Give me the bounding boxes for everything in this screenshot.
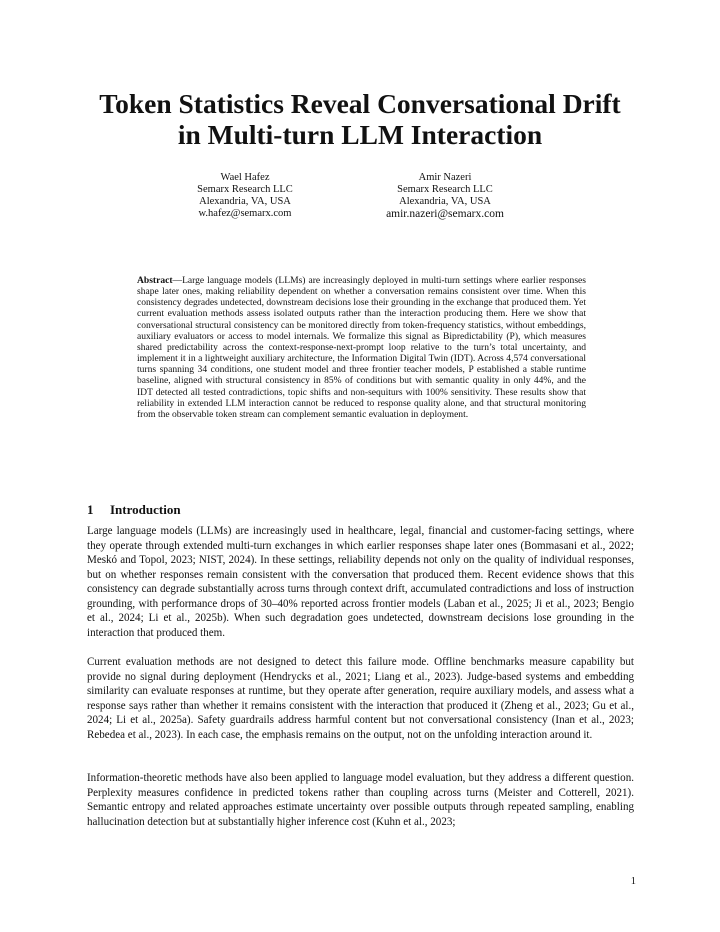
- intro-paragraph-3: Information-theoretic methods have also been applied to language model evaluation, but they address a different question. Perplexity measures confidence in predicted tokens rather than coupling across turns (Meister and Cotterell, 2021). Semantic entropy and related approaches estimate uncertainty over possible outputs through repeated sampling, enabling hallucination detection but at substantially higher inference cost (Kuhn et al., 2023;: [87, 772, 634, 828]
- page-number: 1: [630, 876, 636, 887]
- author-affiliation: Semarx Research LLC: [197, 184, 293, 195]
- section-heading: [87, 502, 181, 517]
- section-title: Introduction: [110, 502, 181, 517]
- author-location: Alexandria, VA, USA: [399, 196, 491, 207]
- author-location: Alexandria, VA, USA: [199, 196, 291, 207]
- abstract-text: —Large language models (LLMs) are increasingly deployed in multi-turn settings where earlier responses shape later ones, making reliability dependent on whether a conversation remains consistent over time. When this consistency degrades undetected, downstream decisions lose their grounding in the exchange that produced them. Yet current evaluation methods assess isolated outputs rather than the interaction producing them. Here we show that conversational structural consistency can be monitored directly from token-frequency statistics, without embeddings, auxiliary evaluators or access to model internals. We formalize this signal as Bipredictability (P), which measures shared predictability across the context-response-next-prompt loop relative to the turn’s total uncertainty, and implement it in a lightweight auxiliary architecture, the Information Digital Twin (IDT). Across 4,574 conversational turns spanning 34 conditions, one student model and three frontier teacher models, P established a stable runtime baseline, aligned with structural consistency in 85% of conditions but with semantic quality in only 44%, and the IDT detected all tested contradictions, topic shifts and non-sequiturs with 100% sensitivity. These results show that reliability in extended LLM interaction cannot be reduced to response quality alone, and that structural monitoring from the observable token stream can complement semantic evaluation in deployment.: [137, 275, 586, 420]
- title-line-1: Token Statistics Reveal Conversational Drift: [99, 88, 621, 119]
- abstract: [137, 275, 586, 420]
- author-name: Amir Nazeri: [418, 172, 472, 183]
- title-line-2: in Multi-turn LLM Interaction: [177, 119, 543, 150]
- author-name: Wael Hafez: [220, 172, 270, 183]
- intro-paragraph-2: Current evaluation methods are not designed to detect this failure mode. Offline benchmarks measure capability but provide no signal during deployment (Hendrycks et al., 2021; Liang et al., 2023). Judge-based systems and embedding similarity can evaluate responses at runtime, but they operate after generation, require auxiliary models, and assess what a response says rather than whether it remains consistent with the interaction that produced it (Zheng et al., 2023; Gu et al., 2024; Li et al., 2025a). Safety guardrails address harmful content but not conversational consistency (Inan et al., 2023; Rebedea et al., 2023). In each case, the emphasis remains on the output, not on the unfolding interaction around it.: [87, 656, 634, 741]
- intro-paragraph-1: Large language models (LLMs) are increasingly used in healthcare, legal, financial and customer-facing settings, where they operate through extended multi-turn exchanges in which earlier responses shape later ones (Bommasani et al., 2022; Meskó and Topol, 2023; NIST, 2024). In these settings, reliability depends not only on the quality of individual responses, but on whether responses remain consistent with the conversation that produced them. Recent evidence shows that this consistency can degrade substantially across turns through context drift, accumulated contradictions and loss of instruction grounding, with performance drops of 30–40% reported across frontier models (Laban et al., 2025; Ji et al., 2023; Bengio et al., 2024; Li et al., 2025b). When such degradation goes undetected, downstream decisions lose grounding in the interaction that produced them.: [87, 525, 634, 639]
- author-affiliation: Semarx Research LLC: [397, 184, 493, 195]
- author-email: amir.nazeri@semarx.com: [386, 208, 504, 220]
- author-block-2: [350, 172, 540, 220]
- abstract-label: Abstract: [137, 275, 173, 286]
- paper-title: [60, 88, 660, 150]
- author-email: w.hafez@semarx.com: [198, 208, 292, 219]
- author-block-1: [150, 172, 340, 220]
- section-number: 1: [87, 502, 94, 517]
